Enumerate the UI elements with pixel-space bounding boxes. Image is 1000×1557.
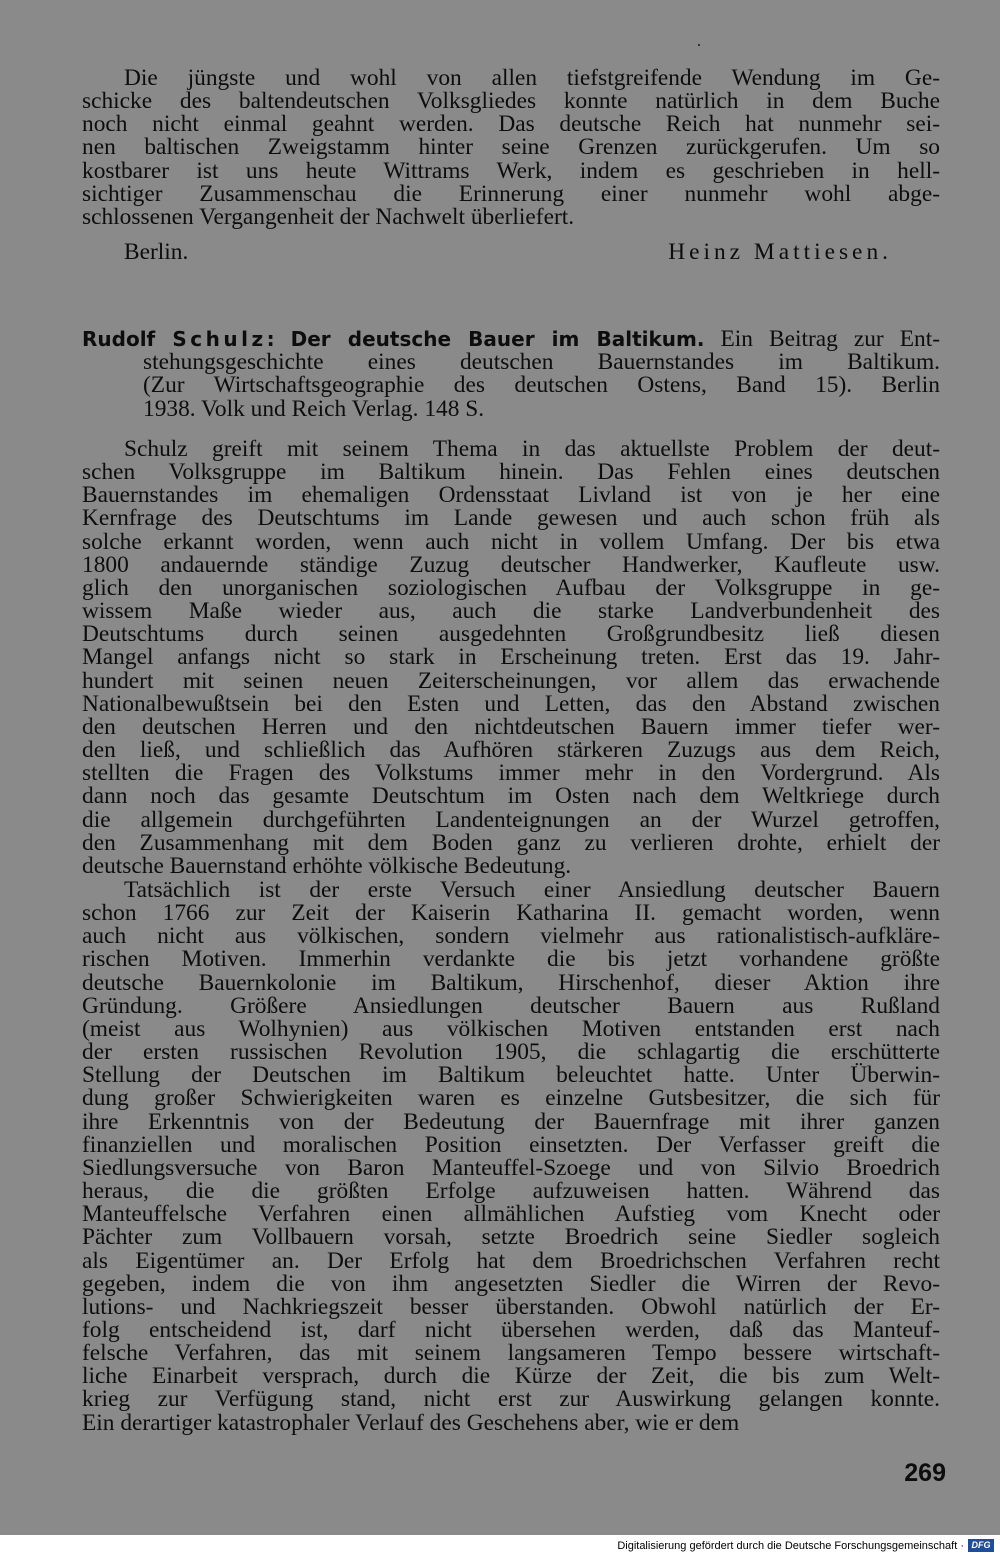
signature-place: Berlin. xyxy=(124,239,189,265)
text-line: Ein derartiger katastrophaler Verlauf des Geschehens aber, wie er dem xyxy=(82,1409,740,1436)
text-line: heraus, die die größten Erfolge aufzuweisen hatten. Während das xyxy=(82,1178,940,1205)
text-line: Siedlungsversuche von Baron Manteuffel-Szoege und von Silvio Broedrich xyxy=(82,1154,940,1181)
text-line: ihre Erkenntnis von der Bedeutung der Bauernfrage mit ihrer ganzen xyxy=(82,1108,940,1135)
dfg-logo: DFG xyxy=(968,1539,994,1552)
text-line: rischen Motiven. Immerhin verdankte die bis jetzt vorhandene größte xyxy=(82,946,940,973)
text-line: schlossenen Vergangenheit der Nachwelt überliefert. xyxy=(82,203,575,230)
bibliography-line: (Zur Wirtschaftsgeographie des deutschen Ostens, Band 15). Berlin xyxy=(143,372,940,399)
text-line: noch nicht einmal geahnt werden. Das deutsche Reich hat nunmehr sei- xyxy=(82,111,940,138)
book-author: Rudolf Schulz: xyxy=(82,327,275,351)
text-line: schicke des baltendeutschen Volksgliedes konnte natürlich in dem Buche xyxy=(82,88,940,115)
text-line: (meist aus Wolhynien) aus völkischen Motiven entstanden erst nach xyxy=(82,1015,940,1042)
text-line: sichtiger Zusammenschau die Erinnerung einer nunmehr wohl abge- xyxy=(82,180,940,207)
review2-bibliography xyxy=(82,328,940,421)
footer-credit: Digitalisierung gefördert durch die Deutsche Forschungsgemeinschaft · xyxy=(617,1540,964,1552)
bibliography-line: 1938. Volk und Reich Verlag. 148 S. xyxy=(143,395,485,422)
text-line: den deutschen Herren und den nichtdeutschen Bauern immer tiefer wer- xyxy=(82,713,940,740)
text-line: Stellung der Deutschen im Baltikum beleuchtet hatte. Unter Überwin- xyxy=(82,1062,940,1089)
print-speck xyxy=(698,44,700,46)
text-line: finanziellen und moralischen Position einsetzten. Der Verfasser greift die xyxy=(82,1131,940,1158)
review2-paragraph-2 xyxy=(82,879,940,1435)
text-line: schon 1766 zur Zeit der Kaiserin Katharina II. gemacht worden, wenn xyxy=(82,900,940,927)
text-line: Die jüngste und wohl von allen tiefstgreifende Wendung im Ge- xyxy=(124,65,940,91)
text-line: als Eigentümer an. Der Erfolg hat dem Broedrichschen Verfahren recht xyxy=(82,1247,940,1274)
text-line: liche Einarbeit versprach, durch die Kürze der Zeit, die bis zum Welt- xyxy=(82,1363,940,1390)
bibliography-line: stehungsgeschichte eines deutschen Bauernstandes im Baltikum. xyxy=(143,349,940,376)
author-first-name: Rudolf xyxy=(82,327,156,351)
text-line: nen baltischen Zweigstamm hinter seine Grenzen zurückgerufen. Um so xyxy=(82,134,940,161)
text-line: Bauernstandes im ehemaligen Ordensstaat Livland ist von je her eine xyxy=(82,482,940,509)
bibliography-first: Ein Beitrag zur Ent- xyxy=(720,326,940,352)
text-line: Gründung. Größere Ansiedlungen deutscher Bauern aus Rußland xyxy=(82,992,940,1019)
text-line: Tatsächlich ist der erste Versuch einer Ansiedlung deutscher Bauern xyxy=(124,877,940,903)
text-line: die allgemein durchgeführten Landenteignungen an der Wurzel getroffen, xyxy=(82,806,940,833)
book-title: Der deutsche Bauer im Baltikum. xyxy=(290,327,705,351)
text-line: felsche Verfahren, das mit seinem langsameren Tempo bessere wirtschaft- xyxy=(82,1340,940,1367)
text-line: glich den unorganischen soziologischen Aufbau der Volksgruppe in ge- xyxy=(82,574,940,601)
text-line: 1800 andauernde ständige Zuzug deutscher Handwerker, Kaufleute usw. xyxy=(82,551,940,578)
text-line: krieg zur Verfügung stand, nicht erst zur Auswirkung gelangen konnte. xyxy=(82,1386,940,1413)
text-line: schen Volksgruppe im Baltikum hinein. Das Fehlen eines deutschen xyxy=(82,459,940,486)
text-line: gegeben, indem die von ihm angesetzten Siedler die Wirren der Revo- xyxy=(82,1270,940,1297)
text-line: Deutschtums durch seinen ausgedehnten Großgrundbesitz ließ diesen xyxy=(82,621,940,648)
text-line: Nationalbewußtsein bei den Esten und Letten, das den Abstand zwischen xyxy=(82,690,940,717)
text-line: Pächter zum Vollbauern vorsah, setzte Broedrich seine Siedler sogleich xyxy=(82,1224,940,1251)
text-line: kostbarer ist uns heute Wittrams Werk, indem es geschrieben in hell- xyxy=(82,157,940,184)
text-line: hundert mit seinen neuen Zeiterscheinungen, vor allem das erwachende xyxy=(82,667,940,694)
review1-text xyxy=(82,67,940,229)
signature-reviewer: Heinz Mattiesen. xyxy=(668,239,892,265)
text-line: auch nicht aus völkischen, sondern vielmehr aus rationalistisch-aufkläre- xyxy=(82,923,940,950)
text-line: den ließ, und schließlich das Aufhören stärkeren Zuzugs aus dem Reich, xyxy=(82,737,940,764)
text-line: dung großer Schwierigkeiten waren es einzelne Gutsbesitzer, die sich für xyxy=(82,1085,940,1112)
text-line: wissem Maße wieder aus, auch die starke Landverbundenheit des xyxy=(82,598,940,625)
text-line: Kernfrage des Deutschtums im Lande gewesen und auch schon früh als xyxy=(82,505,940,532)
author-last-name: Schulz xyxy=(172,327,267,351)
text-line: solche erkannt worden, wenn auch nicht in vollem Umfang. Der bis etwa xyxy=(82,528,940,555)
text-line: folg entscheidend ist, darf nicht übersehen werden, daß das Manteuf- xyxy=(82,1316,940,1343)
text-line: dann noch das gesamte Deutschtum im Osten nach dem Weltkriege durch xyxy=(82,783,940,810)
digitization-footer xyxy=(0,1535,1000,1557)
page-number: 269 xyxy=(904,1459,946,1487)
review1-signature xyxy=(124,241,892,264)
text-line: deutsche Bauernkolonie im Baltikum, Hirschenhof, dieser Aktion ihre xyxy=(82,969,940,996)
text-line: Mangel anfangs nicht so stark in Erscheinung treten. Erst das 19. Jahr- xyxy=(82,644,940,671)
text-line: den Zusammenhang mit dem Boden ganz zu verlieren drohte, erhielt der xyxy=(82,829,940,856)
bibliography-headline xyxy=(82,328,940,351)
text-line: lutions- und Nachkriegszeit besser überstanden. Obwohl natürlich der Er- xyxy=(82,1293,940,1320)
review2-paragraph-1 xyxy=(82,438,940,878)
text-line: Manteuffelsche Verfahren einen allmählichen Aufstieg vom Knecht oder xyxy=(82,1201,940,1228)
text-line: der ersten russischen Revolution 1905, die schlagartig die erschütterte xyxy=(82,1039,940,1066)
text-line: stellten die Fragen des Volkstums immer mehr in den Vordergrund. Als xyxy=(82,760,940,787)
text-line: deutsche Bauernstand erhöhte völkische Bedeutung. xyxy=(82,852,572,879)
text-line: Schulz greift mit seinem Thema in das aktuellste Problem der deut- xyxy=(124,436,940,462)
